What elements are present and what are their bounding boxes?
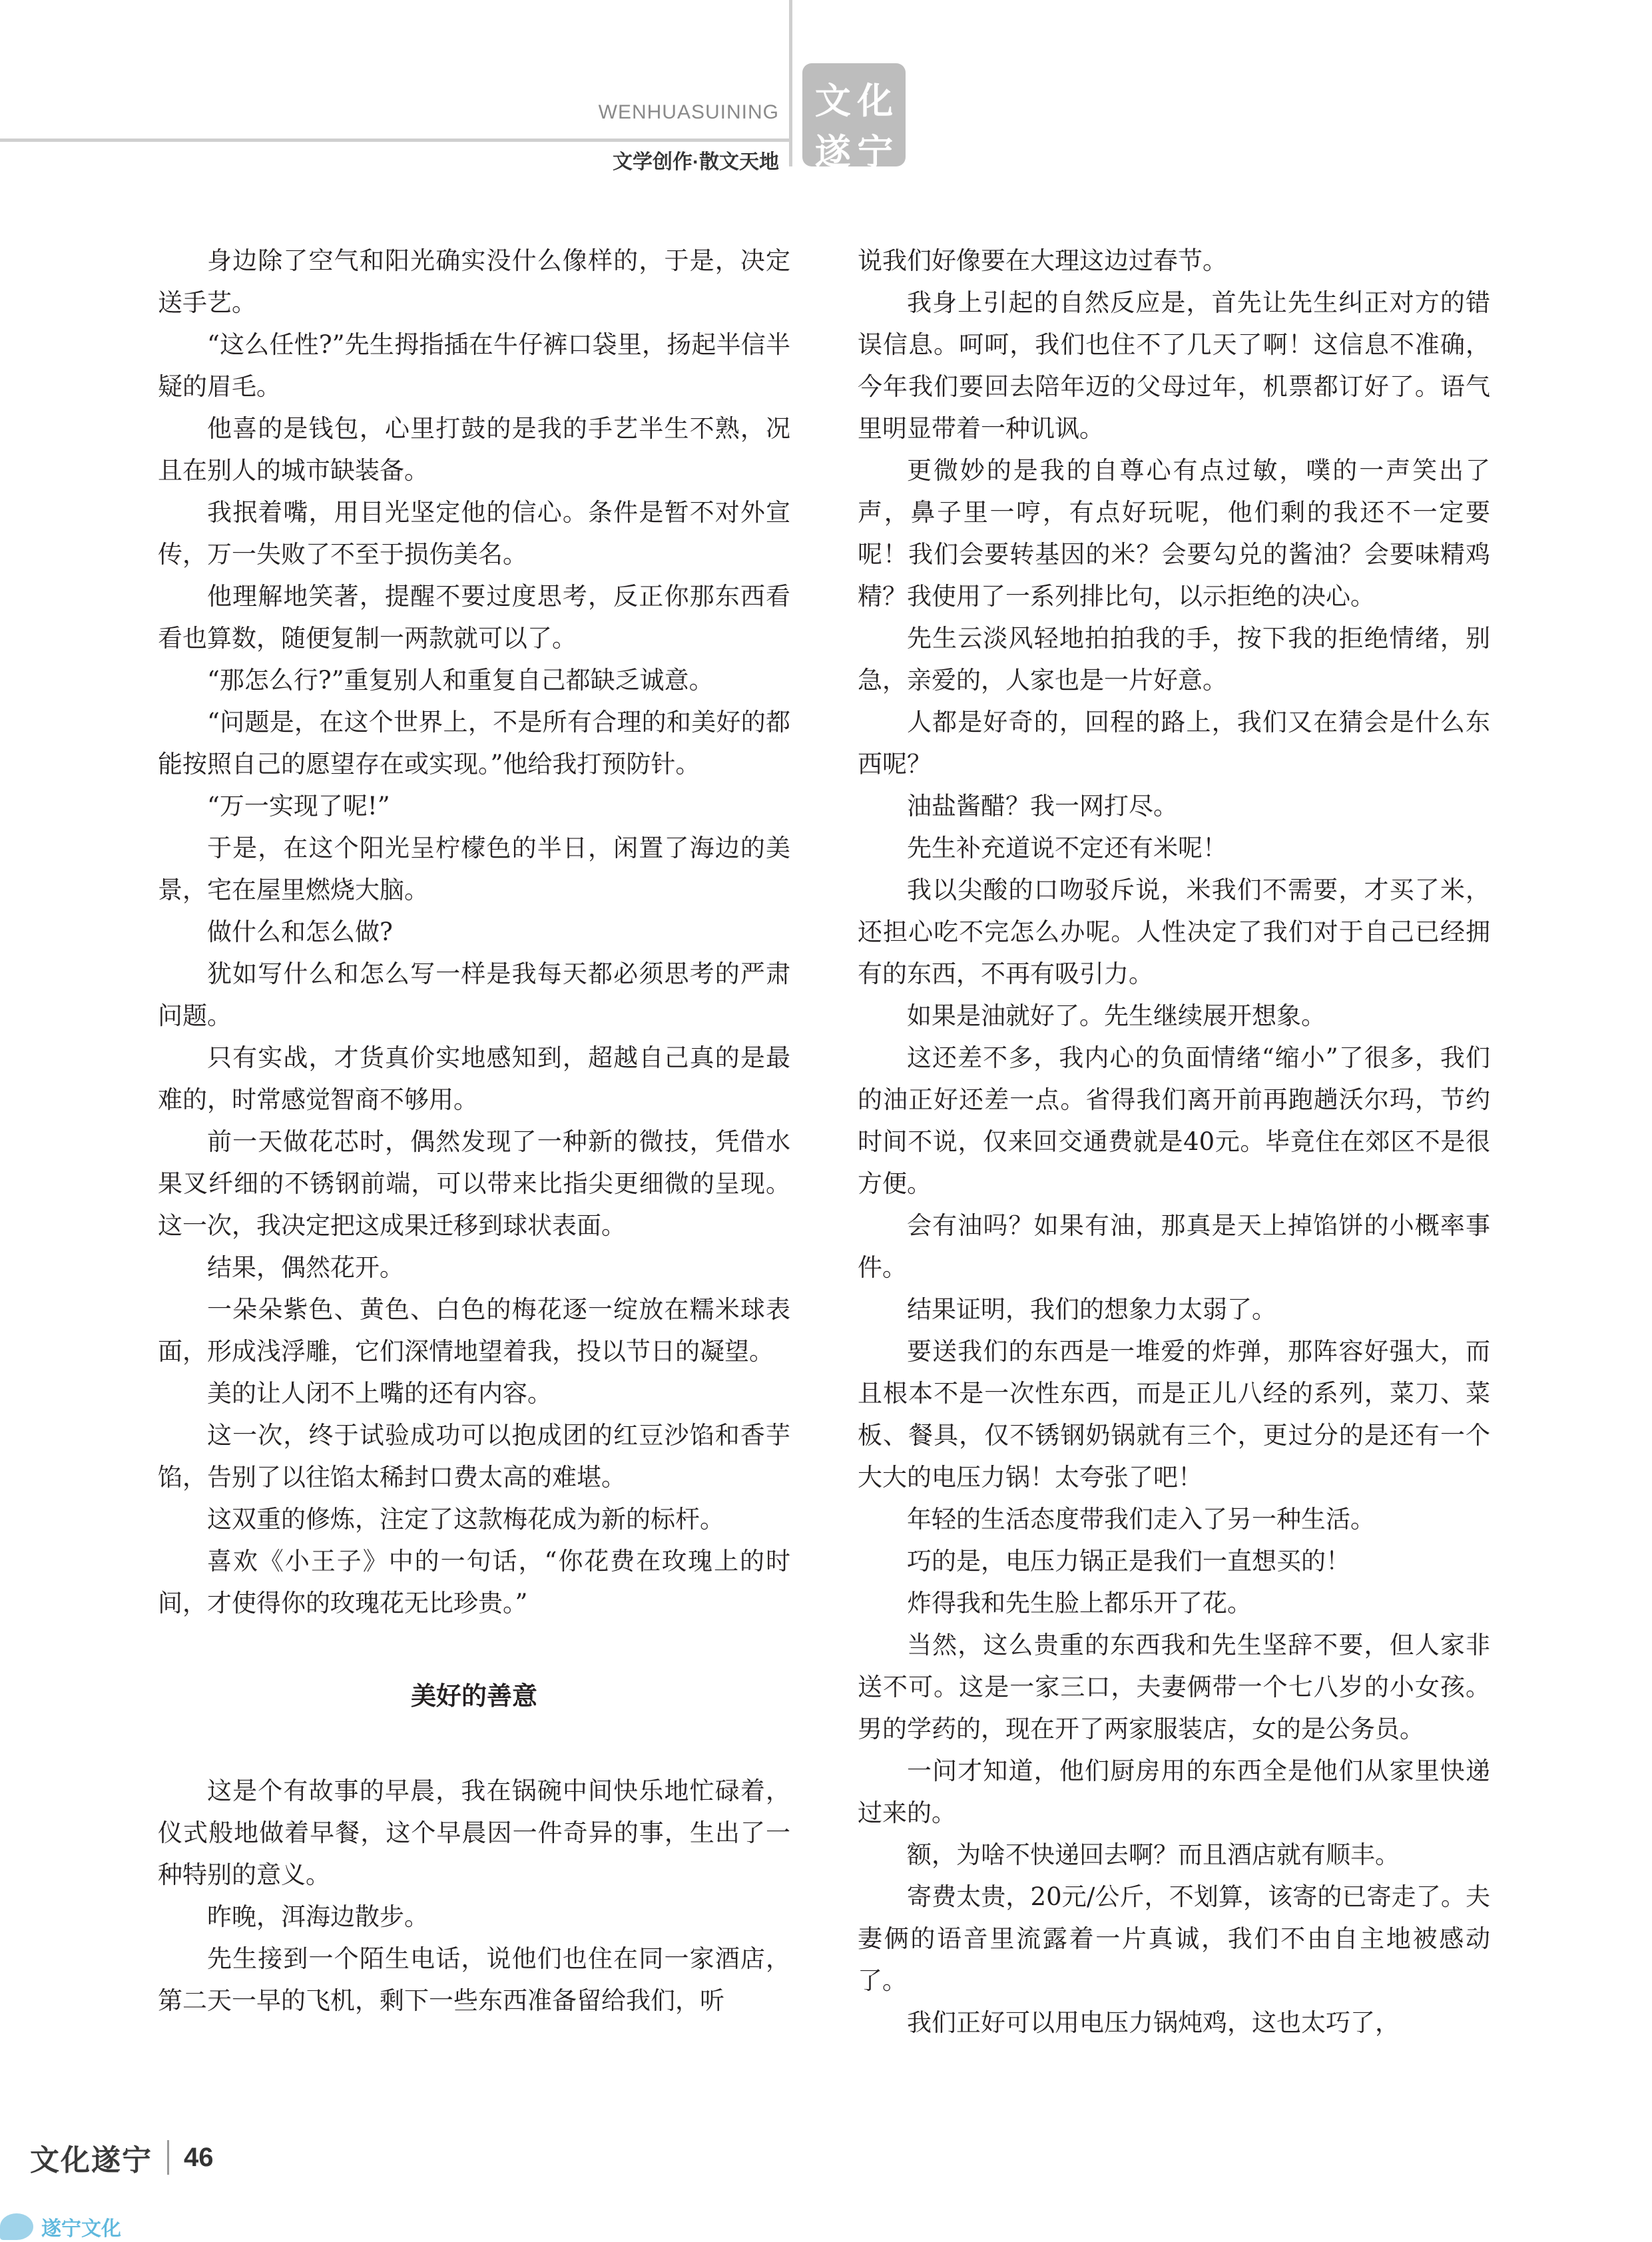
paragraph: 年轻的生活态度带我们走入了另一种生活。 (907, 1505, 1375, 1534)
paragraph: 寄费太贵，20元/公斤，不划算，该寄的已寄走了。夫妻俩的语音里流露着一片真诚，我们不由自主地被感动了。 (858, 1882, 1490, 1995)
seal-char: 遂 (814, 131, 851, 173)
paragraph: “那怎么行?”重复别人和重复自己都缺乏诚意。 (207, 666, 714, 695)
paragraph: “万一实现了呢!” (207, 792, 390, 820)
header-english-title: WENHUASUINING (598, 101, 779, 123)
paragraph: 美的让人闭不上嘴的还有内容。 (207, 1379, 552, 1408)
header-vertical-rule (789, 0, 792, 166)
paragraph: 人都是好奇的，回程的路上，我们又在猜会是什么东西呢？ (858, 708, 1490, 778)
paragraph: 我身上引起的自然反应是，首先让先生纠正对方的错误信息。呵呵，我们也住不了几天了啊！这信息不准确，今年我们要回去陪年迈的父母过年，机票都订好了。语气里明显带着一种讥讽。 (858, 288, 1490, 443)
header-section-title: 文学创作·散文天地 (613, 151, 779, 173)
paragraph-continuation: 说我们好像要在大理这边过春节。 (858, 246, 1227, 275)
paragraph: 他理解地笑著，提醒不要过度思考，反正你那东西看看也算数，随便复制一两款就可以了。 (158, 582, 790, 653)
paragraph: 结果证明，我们的想象力太弱了。 (907, 1295, 1276, 1324)
paragraph: 于是，在这个阳光呈柠檬色的半日，闲置了海边的美景，宅在屋里燃烧大脑。 (158, 834, 790, 904)
paragraph: 这一次，终于试验成功可以抱成团的红豆沙馅和香芋馅，告别了以往馅太稀封口费太高的难堪。 (158, 1421, 790, 1492)
paragraph: 炸得我和先生脸上都乐开了花。 (907, 1589, 1252, 1617)
header-rule (0, 139, 789, 142)
left-column (158, 240, 790, 2022)
paragraph: 昨晚，洱海边散步。 (207, 1902, 429, 1931)
right-column (858, 240, 1490, 2044)
paragraph: 一朵朵紫色、黄色、白色的梅花逐一绽放在糯米球表面，形成浅浮雕，它们深情地望着我，投以节日的凝望。 (158, 1295, 790, 1366)
watermark (0, 2212, 121, 2241)
paragraph: “这么任性?”先生拇指插在牛仔裤口袋里，扬起半信半疑的眉毛。 (158, 330, 790, 401)
paragraph: 如果是油就好了。先生继续展开想象。 (907, 1001, 1326, 1030)
paragraph: “问题是，在这个世界上，不是所有合理的和美好的都能按照自己的愿望存在或实现。”他给我打预防针。 (158, 708, 790, 778)
paragraph: 一问才知道，他们厨房用的东西全是他们从家里快递过来的。 (858, 1757, 1490, 1827)
paragraph: 他喜的是钱包，心里打鼓的是我的手艺半生不熟，况且在别人的城市缺装备。 (158, 414, 790, 485)
paragraph: 我们正好可以用电压力锅炖鸡，这也太巧了， (907, 2008, 1400, 2037)
seal-char: 文 (814, 79, 851, 122)
paragraph: 前一天做花芯时，偶然发现了一种新的微技，凭借水果叉纤细的不锈钢前端，可以带来比指尖更细微的呈现。这一次，我决定把这成果迁移到球状表面。 (158, 1127, 790, 1240)
paragraph: 只有实战，才货真价实地感知到，超越自己真的是最难的，时常感觉智商不够用。 (158, 1043, 790, 1114)
paragraph: 更微妙的是我的自尊心有点过敏，噗的一声笑出了声，鼻子里一哼，有点好玩呢，他们剩的我还不一定要呢！我们会要转基因的米？会要勾兑的酱油？会要味精鸡精？我使用了一系列排比句，以示拒绝的决心。 (858, 456, 1490, 611)
paragraph: 身边除了空气和阳光确实没什么像样的，于是，决定送手艺。 (158, 246, 790, 317)
footer-logo: 文化遂宁 (30, 2143, 152, 2177)
paragraph: 先生补充道说不定还有米呢！ (907, 834, 1227, 862)
paragraph: 这还差不多，我内心的负面情绪“缩小”了很多，我们的油正好还差一点。省得我们离开前再跑趟沃尔玛，节约时间不说，仅来回交通费就是40元。毕竟住在郊区不是很方便。 (858, 1043, 1490, 1198)
paragraph: 结果，偶然花开。 (207, 1253, 404, 1282)
seal-char: 化 (857, 79, 894, 122)
page-footer (30, 2137, 214, 2177)
paragraph: 会有油吗？如果有油，那真是天上掉馅饼的小概率事件。 (858, 1211, 1490, 1282)
paragraph: 这是个有故事的早晨，我在锅碗中间快乐地忙碌着，仪式般地做着早餐，这个早晨因一件奇异的事，生出了一种特别的意义。 (158, 1777, 790, 1889)
seal-logo (802, 63, 906, 173)
paragraph: 犹如写什么和怎么写一样是我每天都必须思考的严肃问题。 (158, 960, 790, 1030)
paragraph: 这双重的修炼，注定了这款梅花成为新的标杆。 (207, 1505, 724, 1534)
bird-icon (0, 2213, 33, 2240)
page-number: 46 (184, 2142, 214, 2172)
paragraph: 当然，这么贵重的东西我和先生坚辞不要，但人家非送不可。这是一家三口，夫妻俩带一个七八岁的小女孩。男的学药的，现在开了两家服装店，女的是公务员。 (858, 1631, 1490, 1743)
watermark-text: 遂宁文化 (41, 2218, 121, 2240)
paragraph: 先生云淡风轻地拍拍我的手，按下我的拒绝情绪，别急，亲爱的，人家也是一片好意。 (858, 624, 1490, 695)
paragraph: 额，为啥不快递回去啊？而且酒店就有顺丰。 (907, 1840, 1400, 1869)
footer-divider (167, 2140, 169, 2175)
paragraph: 巧的是，电压力锅正是我们一直想买的！ (907, 1547, 1350, 1575)
paragraph: 我抿着嘴，用目光坚定他的信心。条件是暂不对外宣传，万一失败了不至于损伤美名。 (158, 498, 790, 569)
seal-char: 宁 (857, 131, 894, 173)
paragraph: 先生接到一个陌生电话，说他们也住在同一家酒店，第二天一早的飞机，剩下一些东西准备留给我们，听 (158, 1944, 790, 2015)
section-title: 美好的善意 (410, 1683, 537, 1711)
paragraph: 喜欢《小王子》中的一句话，“你花费在玫瑰上的时间，才使得你的玫瑰花无比珍贵。” (158, 1547, 790, 1617)
paragraph: 要送我们的东西是一堆爱的炸弹，那阵容好强大，而且根本不是一次性东西，而是正儿八经的系列，菜刀、菜板、餐具，仅不锈钢奶锅就有三个，更过分的是还有一个大大的电压力锅！太夸张了吧！ (858, 1337, 1490, 1492)
paragraph: 我以尖酸的口吻驳斥说，米我们不需要，才买了米，还担心吃不完怎么办呢。人性决定了我们对于自己已经拥有的东西，不再有吸引力。 (858, 876, 1490, 988)
paragraph: 油盐酱醋？我一网打尽。 (907, 792, 1178, 820)
paragraph: 做什么和怎么做? (207, 918, 393, 946)
